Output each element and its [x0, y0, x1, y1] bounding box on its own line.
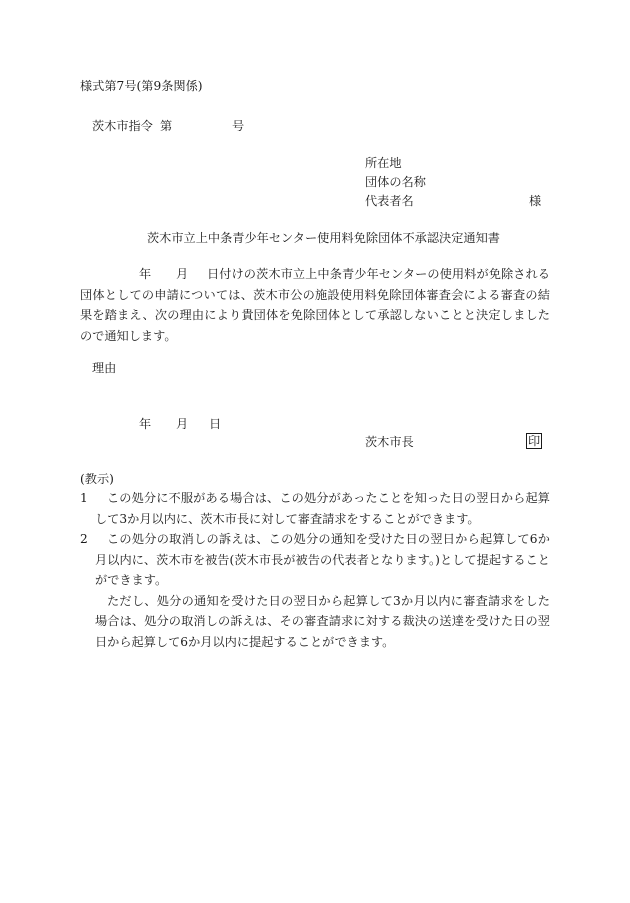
recipient-address-label: 所在地 [365, 156, 402, 170]
reference-prefix: 茨木市指令 [92, 119, 153, 133]
recipient-org-name-label: 団体の名称 [365, 175, 426, 189]
body-date-year: 年 [139, 267, 152, 281]
instructions-heading: (教示) [80, 472, 114, 486]
body-paragraph: 日付けの茨木市立上中条青少年センターの使用料が免除される団体としての申請については、茨木市公の施設使用料免除団体審査会による審査の結果を踏まえ、次の理由により貴団体を免除団体として承認しないことと決定しましたので通知します。 [80, 267, 550, 343]
form-number: 様式第7号(第9条関係) [80, 79, 203, 93]
document-title: 茨木市立上中条青少年センター使用料免除団体不承認決定通知書 [147, 231, 500, 245]
instruction-text: この処分に不服がある場合は、この処分があったことを知った日の翌日から起算して3か月以内に、茨木市長に対して審査請求をすることができます。 [95, 491, 550, 526]
instruction-item-1 [80, 488, 550, 529]
issue-date-year: 年 [139, 417, 152, 431]
instruction-continuation: ただし、処分の通知を受けた日の翌日から起算して3か月以内に審査請求をした場合は、処分の取消しの訴えは、その審査請求に対する裁決の送達を受けた日の翌日から起算して6か月以内に提起することができます。 [95, 593, 550, 649]
body-date-month: 月 [176, 267, 189, 281]
reason-label: 理由 [92, 361, 117, 375]
seal-mark: 印 [528, 434, 541, 448]
reference-go: 号 [232, 119, 245, 133]
issuer-title: 茨木市長 [365, 435, 414, 449]
issue-date-month: 月 [176, 417, 189, 431]
reference-dai: 第 [160, 119, 173, 133]
recipient-representative-label: 代表者名 [365, 194, 414, 208]
instruction-number: 1 [80, 491, 88, 505]
instruction-text: この処分の取消しの訴えは、この処分の通知を受けた日の翌日から起算して6か月以内に、茨木市を被告(茨木市長が被告の代表者となります。)として提起することができます。 [95, 532, 550, 587]
instruction-item-2 [80, 529, 550, 652]
instruction-number: 2 [80, 532, 88, 546]
issuer-seal [526, 433, 542, 449]
issue-date-day: 日 [209, 417, 222, 431]
recipient-honorific: 様 [529, 194, 542, 208]
